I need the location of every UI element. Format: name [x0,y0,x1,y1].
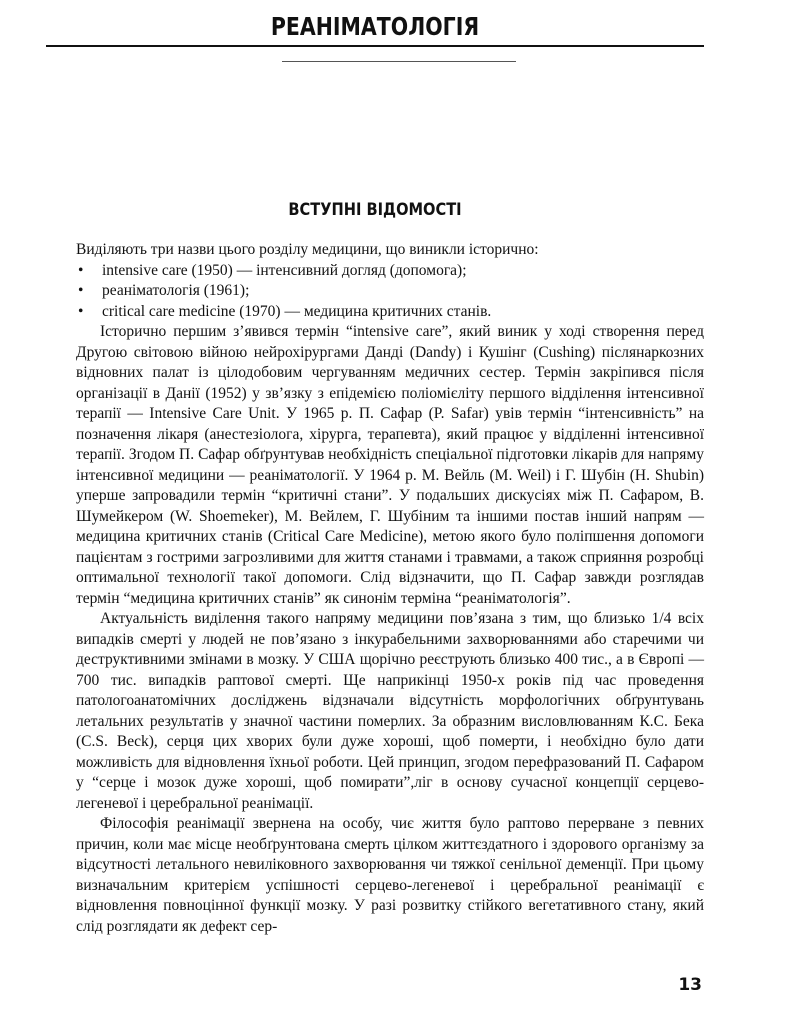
bullet-icon: • [78,261,84,279]
list-item [76,302,704,323]
running-header-title: РЕАНІМАТОЛОГІЯ [270,12,480,41]
term-list [76,261,704,323]
paragraph-relevance: Актуальність виділення такого напряму медицини пов’язана з тим, що близько 1/4 всіх випадків смерті у людей не пов’язано з інкурабельними захворюваннями або старечими чи деструктивними змінами в мозку. У США щорічно реєструють близько 400 тис., а в Європі — 700 тис. випадків раптової смерті. Ще наприкінці 1950-х років під час проведення патологоанатомічних досліджень відзначали відсутність морфологічних обґрунтувань летальних результатів у значної частини померлих. За образним висловлюванням К.С. Бека (C.S. Beck), серця цих хворих були дуже хороші, щоб померти, і необхідно було дати можливість для відновлення їхньої роботи. Цей принцип, згодом перефразований П. Сафаром у “серце і мозок дуже хороші, щоб помирати”,ліг в основу сучасної концепції серцево-легеневої і церебральної реанімації. [76,610,704,812]
list-item [76,281,704,302]
page-number: 13 [678,975,702,995]
list-item-text: critical care medicine (1970) — медицина критичних станів. [102,302,492,320]
bullet-icon: • [78,282,84,299]
body-text [76,240,704,937]
paragraph-history: Історично першим з’явився термін “intensive care”, який виник у ході створення перед Другою світовою війною нейрохірургами Данді (Dandy) і Кушінг (Cushing) післянаркозних відновних палат із цілодобовим чергуванням медичних сестер. Термін закріпився після організації в Данії (1952) у зв’язку з епідемією поліомієліту першого відділення інтенсивної терапії — Intensive Care Unit. У 1965 р. П. Сафар (P. Safar) увів термін “інтенсивність” на позначення лікаря (анестезіолога, хірурга, терапевта), який працює у відділенні інтенсивної терапії. Згодом П. Сафар обґрунтував необхідність спеціальної підготовки лікарів для напряму інтенсивної медицини — реаніматології. У 1964 р. М. Вейль (M. Weil) і Г. Шубін (H. Shubin) уперше запровадили термін “критичні стани”. У подальших дискусіях між П. Сафаром, В. Шумейкером (W. Shoemeker), М. Вейлем, Г. Шубіним та іншими постав інший напрям — медицина критичних станів (Critical Care Medicine), метою якого було поліпшення допомоги пацієнтам з гострими загрозливими для життя станами і травмами, а також сприяння розробці оптимальної технології такої допомоги. Слід відзначити, що П. Сафар завжди розглядав термін “медицина критичних станів” як синонім терміна “реаніматологія”. [76,323,704,607]
page-header [46,12,704,42]
list-item-text: реаніматологія (1961); [102,282,250,299]
list-item [76,261,704,282]
section-title: ВСТУПНІ ВІДОМОСТІ [288,200,462,220]
paragraph-philosophy: Філософія реанімації звернена на особу, чиє життя було раптово перерване з певних причин, коли має місце необґрунтована смерть цілком життєздатного і здорового організму за відсутності летального невиліковного захворювання чи тяжкої сенільної деменції. При цьому визначальним критерієм успішності серцево-легеневої і церебральної реанімації є відновлення повноцінної функції мозку. У разі розвитку стійкого вегетативного стану, який слід розглядати як дефект сер- [76,815,704,935]
header-subrule [282,61,516,62]
bullet-icon: • [78,302,84,320]
list-item-text: intensive care (1950) — інтенсивний догляд (допомога); [102,261,467,279]
header-rule [46,45,704,47]
intro-paragraph: Виділяють три назви цього розділу медицини, що виникли історично: [76,241,539,258]
